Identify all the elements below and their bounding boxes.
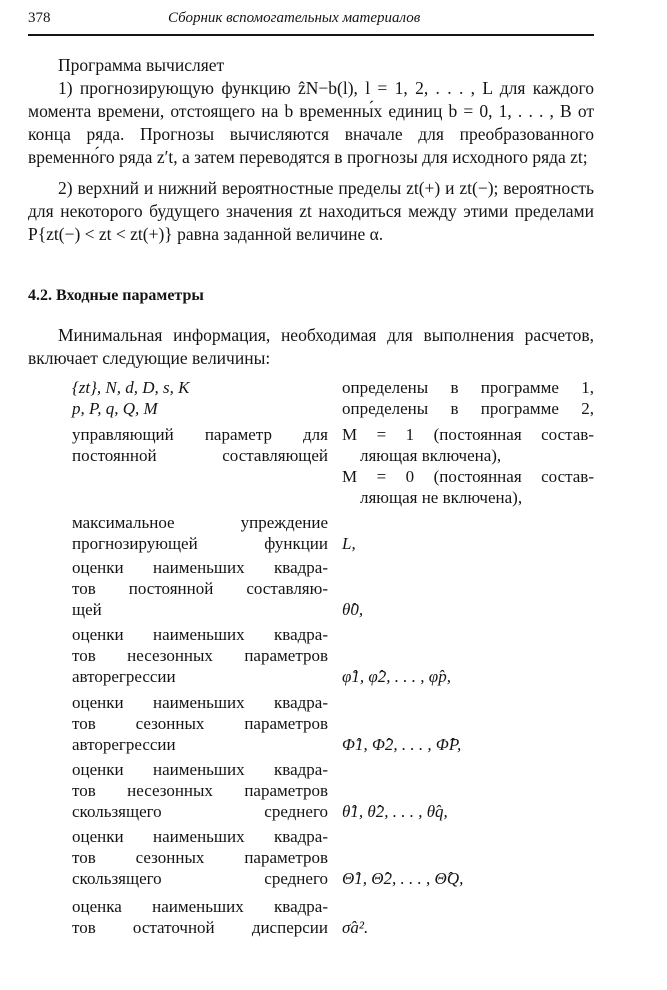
running-header — [28, 10, 594, 36]
label-line: авторегрессии — [72, 735, 176, 754]
label-line: p, P, q, Q, M — [72, 399, 158, 418]
value-line: θ̂0, — [342, 600, 364, 619]
value-line: θ̂1, θ̂2, . . . , θ̂q, — [342, 802, 448, 821]
param-label — [72, 512, 328, 554]
param-label — [72, 624, 328, 687]
intro-item-1: 1) прогнозирующую функцию ẑN−b(l), l = 1, 2, . . . , L для каждого момента времени, отстоящего на b временны́х единиц b = 0, 1, . . . , B от конца ряда. Прогнозы вычисляются вначале для преобразованного временно́го ряда z′t, а затем переводятся в прогнозы для исходного ряда zt; — [28, 78, 594, 167]
value-line: Θ̂1, Θ̂2, . . . , Θ̂Q, — [342, 869, 464, 888]
label-line: оценки наименьших квадра- — [72, 827, 328, 846]
param-value — [342, 666, 594, 687]
label-line: оценки наименьших квадра- — [72, 625, 328, 644]
value-line: ляющая не включена), — [360, 488, 523, 507]
value-line: определены в программе 1, — [342, 378, 594, 397]
label-line: авторегрессии — [72, 667, 176, 686]
intro-line: Программа вычисляет — [58, 55, 225, 75]
page-number: 378 — [28, 10, 51, 26]
value-line: L, — [342, 534, 356, 553]
label-line: {zt}, N, d, D, s, K — [72, 378, 190, 397]
param-label — [72, 759, 328, 822]
label-line: прогнозирующей функции — [72, 534, 328, 553]
param-label — [72, 896, 328, 938]
value-line: определены в программе 2, — [342, 399, 594, 418]
value-line: ляющая включена), — [360, 446, 502, 465]
label-line: тов сезонных параметров — [72, 848, 328, 867]
running-title: Сборник вспомогательных материалов — [168, 10, 421, 26]
label-line: тов остаточной дисперсии — [72, 918, 328, 937]
label-line: оценки наименьших квадра- — [72, 693, 328, 712]
value-line: M = 0 (постоянная состав- — [342, 467, 594, 486]
label-line: тов сезонных параметров — [72, 714, 328, 733]
label-line: оценки наименьших квадра- — [72, 760, 328, 779]
param-value — [342, 599, 594, 620]
section-intro: Минимальная информация, необходимая для выполнения расчетов, включает следующие величины: — [28, 325, 594, 368]
param-label — [72, 557, 328, 620]
label-line: оценки наименьших квадра- — [72, 558, 328, 577]
value-line: M = 1 (постоянная состав- — [342, 425, 594, 444]
label-line: постоянной составляющей — [72, 446, 328, 465]
param-value — [342, 801, 594, 822]
label-line: щей — [72, 600, 102, 619]
label-line: оценка наименьших квадра- — [72, 897, 328, 916]
param-label — [72, 692, 328, 755]
param-label — [72, 424, 328, 466]
label-line: управляющий параметр для — [72, 425, 328, 444]
param-value — [342, 377, 594, 419]
value-line: Φ̂1, Φ̂2, . . . , Φ̂P, — [342, 735, 462, 754]
label-line: максимальное упреждение — [72, 513, 328, 532]
value-line: φ̂1, φ̂2, . . . , φ̂p, — [342, 667, 451, 686]
section-heading: 4.2. Входные параметры — [28, 287, 204, 304]
param-label — [72, 826, 328, 889]
param-value — [342, 868, 594, 889]
label-line: тов несезонных параметров — [72, 646, 328, 665]
param-value — [342, 917, 594, 938]
value-line: σ̂a². — [342, 918, 369, 937]
param-value — [342, 734, 594, 755]
label-line: скользящего среднего — [72, 869, 328, 888]
param-label — [72, 377, 328, 419]
label-line: тов постоянной составляю- — [72, 579, 328, 598]
label-line: тов несезонных параметров — [72, 781, 328, 800]
param-value — [342, 424, 594, 508]
param-value — [342, 533, 594, 554]
label-line: скользящего среднего — [72, 802, 328, 821]
intro-item-2: 2) верхний и нижний вероятностные пределы zt(+) и zt(−); вероятность для некоторого будущего значения zt находиться между этими пределами P{zt(−) < zt < zt(+)} равна заданной величине α. — [28, 178, 594, 244]
